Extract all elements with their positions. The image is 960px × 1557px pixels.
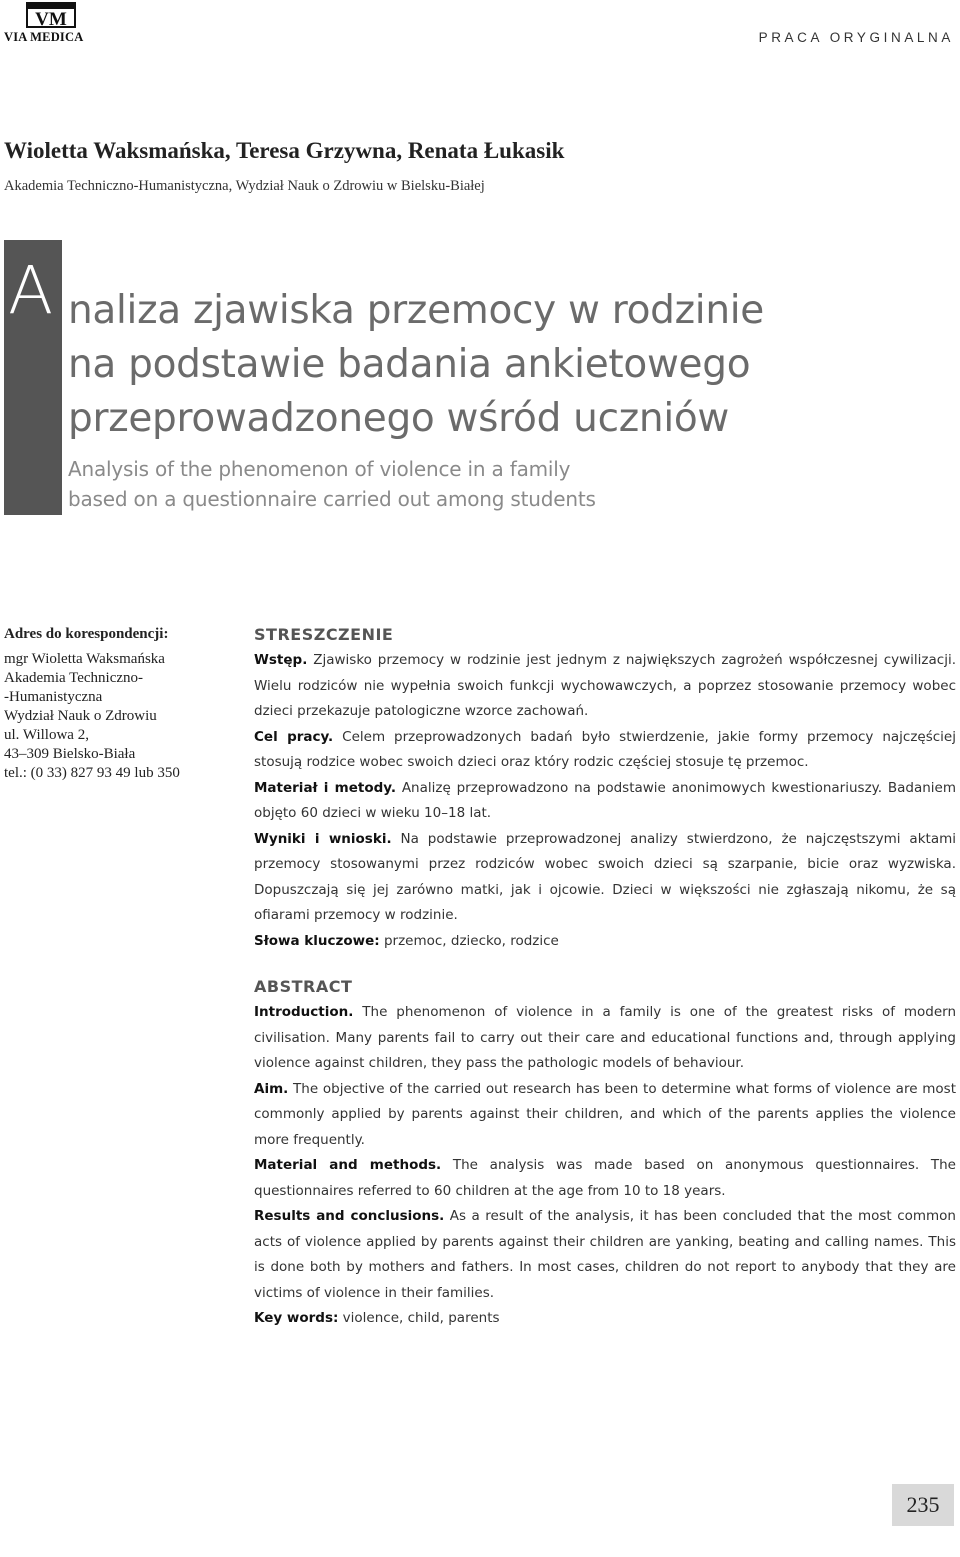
paragraph-label: Key words: (254, 1310, 339, 1326)
paragraph-text: Analizę przeprowadzono na podstawie anonimowych kwestionariuszy. Badaniem objęto 60 dzieci w wieku 10–18 lat. (254, 779, 956, 821)
address-line: Wydział Nauk o Zdrowiu (4, 708, 157, 724)
abstract-section (254, 976, 956, 1332)
title-polish-line: na podstawie badania ankietowego (68, 342, 751, 387)
authors: Wioletta Waksmańska, Teresa Grzywna, Renata Łukasik (4, 138, 565, 163)
abstract-paragraph (254, 1204, 956, 1306)
vm-logo-icon (26, 2, 76, 28)
title-polish (68, 284, 764, 446)
keywords (254, 1306, 956, 1332)
paragraph-label: Słowa kluczowe: (254, 932, 380, 949)
title-english-line: based on a questionnaire carried out among students (68, 487, 596, 511)
paragraph-text: The phenomenon of violence in a family is one of the greatest risks of modern civilisation. Many parents fail to carry out their care and educational functions and, through applying violence against children, they pass the pathologic models of behaviour. (254, 1004, 956, 1071)
paragraph-label: Materiał i metody. (254, 779, 396, 796)
abstract-paragraph (254, 1000, 956, 1077)
publisher-logo (4, 2, 100, 44)
paragraph-text: Celem przeprowadzonych badań było stwierdzenie, jakie formy przemocy najczęściej stosują rodzice wobec swoich dzieci oraz który rodzic częściej stosuje tę przemoc. (254, 728, 956, 770)
title-english-line: Analysis of the phenomenon of violence in a family (68, 457, 571, 481)
paragraph-text: The objective of the carried out research has been to determine what forms of violence are most commonly applied by parents against their children, and which of the parents applies the violence more frequently. (254, 1080, 956, 1148)
abstract-paragraph (254, 1077, 956, 1154)
paragraph-label: Results and conclusions. (254, 1208, 445, 1224)
title-english (68, 454, 596, 514)
correspondence-label: Adres do korespondencji: (4, 626, 169, 642)
address-line: -Humanistyczna (4, 689, 103, 705)
title-drop-cap: A (8, 252, 54, 329)
paragraph-label: Cel pracy. (254, 728, 334, 745)
address-line: tel.: (0 33) 827 93 49 lub 350 (4, 765, 180, 781)
correspondence-address (4, 625, 224, 783)
paragraph-text: przemoc, dziecko, rodzice (379, 932, 559, 949)
streszczenie-section (254, 624, 956, 954)
abstract-paragraph (254, 776, 956, 827)
keywords (254, 929, 956, 955)
address-line: 43–309 Bielsko-Biała (4, 746, 136, 762)
paragraph-text: As a result of the analysis, it has been concluded that the most common acts of violence applied by parents against their children are yanking, beating and calling names. This is done both by mothers and fathers. In most cases, children do not report to anybody that they are victims of violence in their families. (254, 1208, 956, 1301)
paragraph-label: Introduction. (254, 1004, 354, 1020)
abstract-paragraph (254, 827, 956, 929)
title-polish-line: przeprowadzonego wśród uczniów (68, 396, 730, 441)
abstract-paragraph (254, 648, 956, 725)
address-line: ul. Willowa 2, (4, 727, 89, 743)
page-number-box (892, 1484, 954, 1526)
paragraph-text: Zjawisko przemocy w rodzinie jest jednym z największych zagrożeń współczesnej cywilizacji. Wielu rodziców nie wypełnia swoich funkcji wychowawczych, a poprzez stosowanie przemocy wobec dzieci przekazuje patologiczne wzorce zachowań. (254, 652, 956, 719)
paragraph-label: Wyniki i wnioski. (254, 830, 392, 847)
paragraph-text: violence, child, parents (338, 1310, 500, 1326)
publisher-name: VIA MEDICA (4, 30, 84, 44)
paragraph-text: Na podstawie przeprowadzonej analizy stwierdzono, że najczęstszymi aktami przemocy stosowanymi przez rodziców wobec swoich dzieci są szarpanie, bicie oraz wyzwiska. Dopuszczają się jej zarówno matki, jak i ojcowie. Dzieci w większości nie zgłaszają nikomu, że są ofiarami przemocy w rodzinie. (254, 830, 956, 923)
address-line: Akademia Techniczno- (4, 670, 144, 686)
paragraph-label: Wstęp. (254, 652, 308, 668)
abstract-paragraph (254, 725, 956, 776)
paragraph-label: Aim. (254, 1080, 289, 1097)
abstract-paragraph (254, 1153, 956, 1204)
paragraph-text: The analysis was made based on anonymous questionnaires. The questionnaires referred to 60 children at the age from 10 to 18 years. (254, 1157, 956, 1199)
abstract-heading: ABSTRACT (254, 977, 353, 996)
affiliation: Akademia Techniczno-Humanistyczna, Wydział Nauk o Zdrowiu w Bielsku-Białej (4, 178, 485, 194)
title-polish-line: naliza zjawiska przemocy w rodzinie (68, 288, 764, 333)
page-number: 235 (906, 1492, 940, 1517)
section-label: PRACA ORYGINALNA (758, 30, 954, 45)
streszczenie-heading: STRESZCZENIE (254, 625, 394, 644)
paragraph-label: Material and methods. (254, 1157, 442, 1173)
address-line: mgr Wioletta Waksmańska (4, 651, 165, 667)
logo-letters: VM (35, 9, 67, 28)
